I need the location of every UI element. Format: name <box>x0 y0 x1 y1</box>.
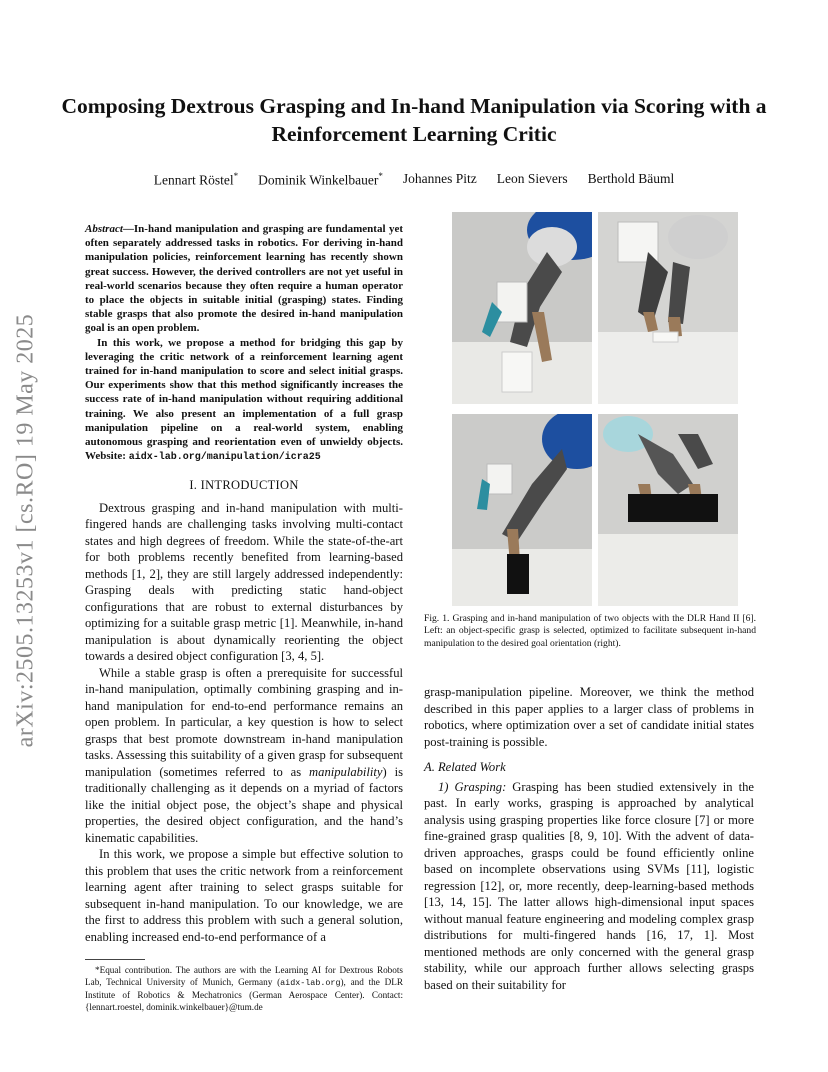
figure-1-caption: Fig. 1. Grasping and in-hand manipulation of two objects with the DLR Hand II [6]. Left: an object-specific grasp is selected, optimized to facilitate subsequent in-hand manipulation to the desired goal orientation (right). <box>424 613 756 649</box>
photo-grasp-box <box>452 212 592 404</box>
subsection-heading-related-work: A. Related Work <box>424 760 506 774</box>
left-column <box>85 222 403 1013</box>
abstract <box>85 222 403 465</box>
paragraph-label: 1) Grasping: <box>438 779 507 794</box>
author: Leon Sievers <box>496 171 568 186</box>
body-paragraph: 1) Grasping: Grasping has been studied extensively in the past. In early works, grasping is approached by analytical analysis using grasping properties like force closure [7] or more fine-grained grasp qualities [8, 9, 10]. With the advent of data-driven approaches, grasps could be found efficiently online based on incomplete observations using SVMs [11], logistic regression [12], or, more recently, deep-learning-based methods [13, 14, 15]. The latter allows high-dimensional input spaces without manual feature engineering and modeling complex grasp distributions for multi-fingered hands [16, 17, 1]. Most mentioned methods are only concerned with the general grasp stability, while our approach further allows selecting grasps based on their suitability for <box>424 779 754 992</box>
abstract-paragraph: Abstract—In-hand manipulation and grasping are fundamental yet often separately addressed tasks in robotics. For deriving in-hand manipulation policies, reinforcement learning has recently shown great success. However, the derived controllers are not yet useful in real-world scenarios because they often require a human operator to place the objects in suitable initial (grasping) states. Finding stable grasps that also promote the desired in-hand manipulation goal is an open problem. <box>85 223 403 335</box>
lab-link[interactable]: aidx-lab.org <box>280 978 341 989</box>
photo-grasp-black-object <box>452 414 592 606</box>
author: Johannes Pitz <box>402 171 477 186</box>
footnote: *Equal contribution. The authors are with the Learning AI for Dextrous Robots Lab, Technical University of Munich, Germany (aidx-lab.org), and the DLR Institute of Robotics & Mechatronics (German Aerospace Center). Contact: {lennart.roestel, dominik.winkelbauer}@tum.de <box>85 965 403 1013</box>
body-paragraph: In this work, we propose a simple but effective solution to this problem that uses the critic network from a reinforcement learning agent after training to select grasps suitable for subsequent in-hand manipulation. To our knowledge, we are the first to address this problem with such a general solution, enabling increased end-to-end performance of a <box>85 847 403 944</box>
body-paragraph: While a stable grasp is often a prerequisite for successful in-hand manipulation, optimally combining grasping and in-hand manipulation for end-to-end performance remains an open problem. In particular, a key question is how to select grasps that best promote downstream in-hand manipulation tasks. Assessing this suitability of a given grasp for subsequent manipulation (sometimes referred to as manipulability) is traditionally challenging as it depends on a myriad of factors like the initial object pose, the object’s shape and physical properties, the desired object configuration, and the hand’s kinematic capabilities. <box>85 665 403 845</box>
body-paragraph: grasp-manipulation pipeline. Moreover, we think the method described in this paper applies to a larger class of problems in robotics, where optimization over a set of candidate initial states post-training is possible. <box>424 685 754 749</box>
abstract-paragraph: In this work, we propose a method for bridging this gap by leveraging the critic network of a reinforcement learning agent trained for in-hand manipulation to score and select initial grasps. Our experiments show that this method significantly increases the success rate of in-hand manipulation without requiring additional training. We also present an implementation of a full grasp manipulation pipeline on a real-world system, enabling autonomous grasping and reorientation even of unwieldy objects. Website: aidx-lab.org/manipulation/icra25 <box>85 336 403 464</box>
footnote-divider <box>85 959 145 960</box>
author: Dominik Winkelbauer* <box>258 171 383 188</box>
abstract-label: Abstract <box>85 223 123 235</box>
arxiv-watermark <box>6 250 46 810</box>
website-link[interactable]: aidx-lab.org/manipulation/icra25 <box>128 452 321 464</box>
body-paragraph: Dextrous grasping and in-hand manipulation with multi-fingered hands are challenging tasks involving multi-contact states and high degrees of freedom. While the state-of-the-art for both problems recently benefited from learning-based methods [1, 2], they are still largely addressed independently: Grasping deals with predicting static hand-object configurations that are robust to external disturbances by optimizing for a suitable grasp metric [1]. Meanwhile, in-hand manipulation is about dynamically reorienting the object towards a desired object configuration [3, 4, 5]. <box>85 500 403 664</box>
figure-1 <box>452 212 738 614</box>
author: Lennart Röstel* <box>153 171 239 188</box>
paper-title: Composing Dextrous Grasping and In-hand Manipulation via Scoring with a Reinforcement Learning Critic <box>61 94 767 146</box>
section-heading-introduction: I. INTRODUCTION <box>189 478 299 493</box>
arxiv-watermark-text: arXiv:2505.13253v1 [cs.RO] 19 May 2025 <box>12 313 39 747</box>
right-column <box>424 684 754 993</box>
photo-reoriented-box <box>598 212 738 404</box>
author-list <box>60 171 768 189</box>
photo-reoriented-black-object <box>598 414 738 606</box>
author: Berthold Bäuml <box>587 171 675 186</box>
